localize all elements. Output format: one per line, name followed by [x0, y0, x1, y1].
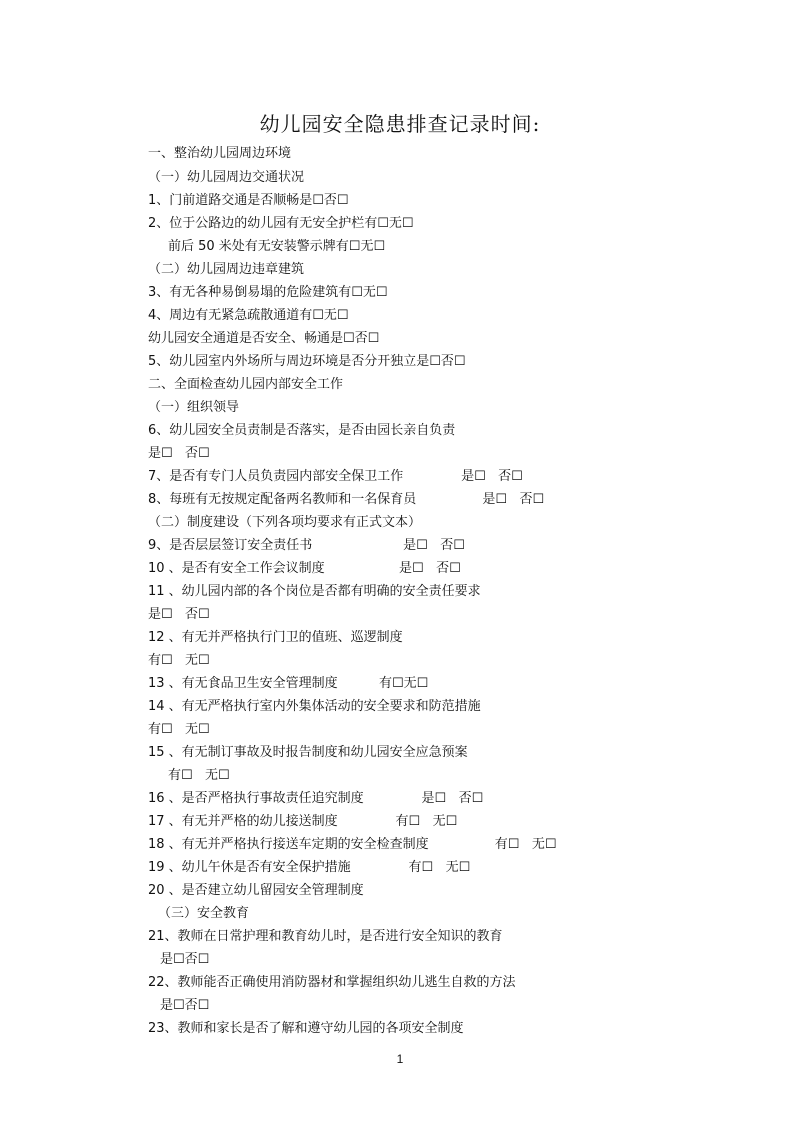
page-title: 幼儿园安全隐患排查记录时间:	[259, 112, 541, 136]
checklist-item: 6、幼儿园安全员责制是否落实，是否由园长亲自负责	[148, 423, 456, 438]
answer-options: 有☐ 无☐	[168, 768, 230, 783]
answer-options: 是☐否☐	[160, 998, 210, 1013]
answer-options: 是☐否☐	[160, 952, 210, 967]
checklist-item: 7、是否有专门人员负责园内部安全保卫工作 是☐ 否☐	[148, 469, 523, 484]
checklist-item: 3、有无各种易倒易塌的危险建筑有☐无☐	[148, 285, 388, 300]
checklist-item: 11 、幼儿园内部的各个岗位是否都有明确的安全责任要求	[148, 584, 481, 599]
checklist-item: 17 、有无并严格的幼儿接送制度 有☐ 无☐	[148, 814, 458, 829]
subsection-heading: （三）安全教育	[158, 906, 250, 921]
checklist-item: 15 、有无制订事故及时报告制度和幼儿园安全应急预案	[148, 745, 468, 760]
checklist-item: 5、幼儿园室内外场所与周边环境是否分开独立是☐否☐	[148, 354, 466, 369]
checklist-item: 9、是否层层签订安全责任书 是☐ 否☐	[148, 538, 465, 553]
subsection-heading: （二）制度建设（下列各项均要求有正式文本）	[148, 515, 422, 530]
section-heading: 一、整治幼儿园周边环境	[148, 146, 292, 161]
answer-options: 有☐ 无☐	[148, 653, 210, 668]
checklist-item: 10 、是否有安全工作会议制度 是☐ 否☐	[148, 561, 461, 576]
section-heading: 二、全面检查幼儿园内部安全工作	[148, 377, 344, 392]
answer-options: 是☐ 否☐	[148, 607, 210, 622]
checklist-item: 1、门前道路交通是否顺畅是☐否☐	[148, 193, 349, 208]
checklist-item: 2、位于公路边的幼儿园有无安全护栏有☐无☐	[148, 216, 414, 231]
subsection-heading: （二）幼儿园周边违章建筑	[148, 262, 305, 277]
checklist-item: 16 、是否严格执行事故责任追究制度 是☐ 否☐	[148, 791, 484, 806]
checklist-item: 22、教师能否正确使用消防器材和掌握组织幼儿逃生自救的方法	[148, 975, 516, 990]
page-number: 1	[396, 1052, 404, 1066]
subsection-heading: （一）幼儿园周边交通状况	[148, 170, 305, 185]
checklist-item: 前后 50 米处有无安装警示牌有☐无☐	[168, 239, 386, 254]
checklist-item: 13 、有无食品卫生安全管理制度 有☐无☐	[148, 676, 429, 691]
checklist-item: 21、教师在日常护理和教育幼儿时，是否进行安全知识的教育	[148, 929, 503, 944]
checklist-item: 12 、有无并严格执行门卫的值班、巡逻制度	[148, 630, 403, 645]
answer-options: 是☐ 否☐	[148, 446, 210, 461]
checklist-item: 14 、有无严格执行室内外集体活动的安全要求和防范措施	[148, 699, 481, 714]
checklist-item: 8、每班有无按规定配备两名教师和一名保育员 是☐ 否☐	[148, 492, 545, 507]
answer-options: 有☐ 无☐	[148, 722, 210, 737]
checklist-item: 18 、有无并严格执行接送车定期的安全检查制度 有☐ 无☐	[148, 837, 557, 852]
subsection-heading: （一）组织领导	[148, 400, 240, 415]
checklist-item: 19 、幼儿午休是否有安全保护措施 有☐ 无☐	[148, 860, 471, 875]
checklist-item: 4、周边有无紧急疏散通道有☐无☐	[148, 308, 349, 323]
checklist-item: 幼儿园安全通道是否安全、畅通是☐否☐	[148, 331, 380, 346]
checklist-item: 20 、是否建立幼儿留园安全管理制度	[148, 883, 364, 898]
checklist-item: 23、教师和家长是否了解和遵守幼儿园的各项安全制度	[148, 1021, 464, 1036]
